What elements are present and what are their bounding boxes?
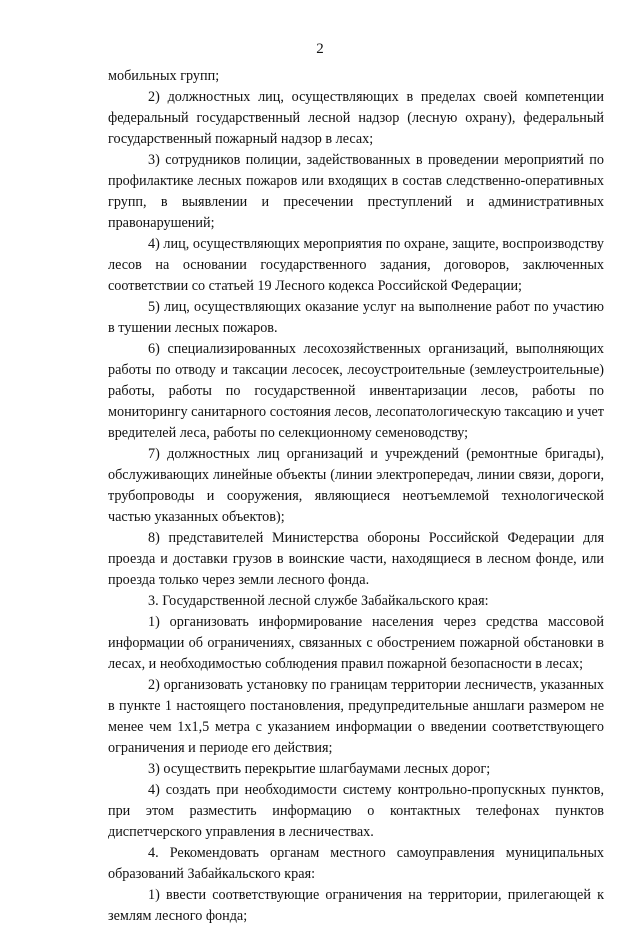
paragraph-continuation: мобильных групп; [108,68,220,84]
paragraph-item-3-police: 3) сотрудников полиции, задействованных в проведении мероприятий по профилактике лесных пожаров или входящих в состав следственно-оперативных групп, в выявлении и пресечении преступлений и административных правонарушений; [108,152,604,231]
paragraph-section-4-heading: 4. Рекомендовать органам местного самоуправления муниципальных образований Забайкальского края: [108,845,604,882]
paragraph-item-6-specialized-orgs: 6) специализированных лесохозяйственных организаций, выполняющих работы по отводу и таксации лесосек, лесоустроительные (землеустроительные) работы, работы по государственной инвентаризации лесов, работы по мониторингу санитарного состояния лесов, лесопатологическую таксацию и учет вредителей леса, работы по селекционному семеноводству; [108,341,604,441]
page-number: 2 [316,41,324,57]
paragraph-section-4-item-1: 1) ввести соответствующие ограничения на территории, прилегающей к землям лесного фонда; [108,887,604,924]
paragraph-item-7-repair-crews: 7) должностных лиц организаций и учреждений (ремонтные бригады), обслуживающих линейные объекты (линии электропередач, линии связи, дороги, трубопроводы и сооружения, являющиеся неотъемлемой технологической частью указанных объектов); [108,446,604,525]
paragraph-section-3-item-1: 1) организовать информирование населения через средства массовой информации об ограничениях, связанных с обострением пожарной обстановки в лесах, и необходимостью соблюдения правил пожарной безопасности в лесах; [108,614,604,672]
paragraph-item-8-defense-ministry: 8) представителей Министерства обороны Российской Федерации для проезда и доставки грузов в воинские части, находящиеся в лесном фонде, или проезда только через земли лесного фонда. [108,530,604,588]
paragraph-section-3-item-3: 3) осуществить перекрытие шлагбаумами лесных дорог; [148,761,491,777]
paragraph-section-3-item-2: 2) организовать установку по границам территории лесничеств, указанных в пункте 1 настоящего постановления, предупредительные аншлаги размером не менее чем 1х1,5 метра с указанием информации о введении соответствующего ограничения и периоде его действия; [108,677,604,756]
document-body [108,66,604,927]
paragraph-item-5-firefighting: 5) лиц, осуществляющих оказание услуг на выполнение работ по участию в тушении лесных пожаров. [108,299,604,336]
paragraph-item-2-officials: 2) должностных лиц, осуществляющих в пределах своей компетенции федеральный государственный лесной надзор (лесную охрану), федеральный государственный пожарный надзор в лесах; [108,89,604,147]
paragraph-section-3-item-4: 4) создать при необходимости систему контрольно-пропускных пунктов, при этом разместить информацию о контактных телефонах пунктов диспетчерского управления в лесничествах. [108,782,604,840]
paragraph-section-3-heading: 3. Государственной лесной службе Забайкальского края: [148,593,489,609]
paragraph-item-4-forest-protection: 4) лиц, осуществляющих мероприятия по охране, защите, воспроизводству лесов на основании государственного задания, договоров, заключенных соответствии со статьей 19 Лесного кодекса Российской Федерации; [108,236,604,294]
